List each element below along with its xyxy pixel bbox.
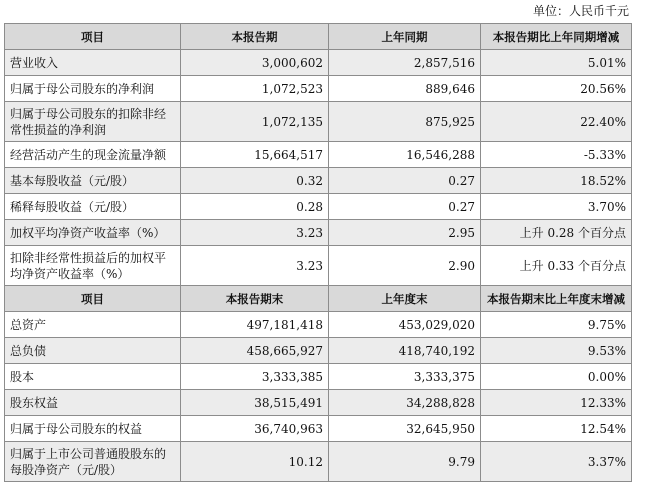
row-label: 股东权益: [5, 390, 181, 416]
table-row: [5, 50, 632, 76]
cell-current: 1,072,135: [181, 102, 329, 142]
table-row: [5, 338, 632, 364]
cell-change: 0.00%: [481, 364, 632, 390]
table-row: [5, 220, 632, 246]
cell-change: 3.70%: [481, 194, 632, 220]
table-header-row: [5, 286, 632, 312]
cell-change: 上升 0.28 个百分点: [481, 220, 632, 246]
cell-prior: 34,288,828: [329, 390, 481, 416]
cell-change: 上升 0.33 个百分点: [481, 246, 632, 286]
header-item: 项目: [5, 24, 181, 50]
cell-current: 10.12: [181, 442, 329, 482]
cell-prior: 2.95: [329, 220, 481, 246]
cell-prior: 2.90: [329, 246, 481, 286]
cell-prior: 3,333,375: [329, 364, 481, 390]
row-label: 扣除非经常性损益后的加权平均净资产收益率（%）: [5, 246, 181, 286]
table-row: [5, 194, 632, 220]
cell-change: 22.40%: [481, 102, 632, 142]
cell-change: 9.75%: [481, 312, 632, 338]
cell-change: 12.54%: [481, 416, 632, 442]
header-change: 本报告期末比上年度末增减: [481, 286, 632, 312]
cell-prior: 9.79: [329, 442, 481, 482]
cell-prior: 32,645,950: [329, 416, 481, 442]
row-label: 归属于母公司股东的扣除非经常性损益的净利润: [5, 102, 181, 142]
cell-change: -5.33%: [481, 142, 632, 168]
cell-current: 497,181,418: [181, 312, 329, 338]
table-row: [5, 76, 632, 102]
cell-prior: 875,925: [329, 102, 481, 142]
table-row: [5, 142, 632, 168]
row-label: 股本: [5, 364, 181, 390]
cell-prior: 889,646: [329, 76, 481, 102]
cell-current: 38,515,491: [181, 390, 329, 416]
header-prior-period: 上年同期: [329, 24, 481, 50]
row-label: 稀释每股收益（元/股）: [5, 194, 181, 220]
cell-current: 3,333,385: [181, 364, 329, 390]
table-row: [5, 102, 632, 142]
header-change: 本报告期比上年同期增减: [481, 24, 632, 50]
row-label: 经营活动产生的现金流量净额: [5, 142, 181, 168]
cell-current: 3,000,602: [181, 50, 329, 76]
table-row: [5, 364, 632, 390]
cell-change: 18.52%: [481, 168, 632, 194]
cell-prior: 418,740,192: [329, 338, 481, 364]
unit-note: 单位：人民币千元: [532, 4, 629, 18]
cell-change: 12.33%: [481, 390, 632, 416]
cell-current: 15,664,517: [181, 142, 329, 168]
cell-current: 0.28: [181, 194, 329, 220]
cell-change: 9.53%: [481, 338, 632, 364]
header-prior-year-end: 上年度末: [329, 286, 481, 312]
cell-current: 0.32: [181, 168, 329, 194]
row-label: 总负债: [5, 338, 181, 364]
header-item: 项目: [5, 286, 181, 312]
cell-change: 20.56%: [481, 76, 632, 102]
table-row: [5, 442, 632, 482]
cell-change: 5.01%: [481, 50, 632, 76]
row-label: 加权平均净资产收益率（%）: [5, 220, 181, 246]
cell-prior: 2,857,516: [329, 50, 481, 76]
row-label: 总资产: [5, 312, 181, 338]
table-row: [5, 168, 632, 194]
cell-prior: 0.27: [329, 168, 481, 194]
table-header-row: [5, 24, 632, 50]
cell-current: 3.23: [181, 246, 329, 286]
table-row: [5, 416, 632, 442]
cell-prior: 0.27: [329, 194, 481, 220]
cell-current: 36,740,963: [181, 416, 329, 442]
row-label: 归属于上市公司普通股股东的每股净资产（元/股）: [5, 442, 181, 482]
cell-current: 458,665,927: [181, 338, 329, 364]
row-label: 基本每股收益（元/股）: [5, 168, 181, 194]
row-label: 营业收入: [5, 50, 181, 76]
cell-change: 3.37%: [481, 442, 632, 482]
row-label: 归属于母公司股东的净利润: [5, 76, 181, 102]
cell-prior: 453,029,020: [329, 312, 481, 338]
financial-summary-table: [4, 23, 632, 482]
table-row: [5, 390, 632, 416]
cell-prior: 16,546,288: [329, 142, 481, 168]
table-row: [5, 246, 632, 286]
row-label: 归属于母公司股东的权益: [5, 416, 181, 442]
header-current-period: 本报告期: [181, 24, 329, 50]
cell-current: 1,072,523: [181, 76, 329, 102]
table-row: [5, 312, 632, 338]
cell-current: 3.23: [181, 220, 329, 246]
header-period-end: 本报告期末: [181, 286, 329, 312]
